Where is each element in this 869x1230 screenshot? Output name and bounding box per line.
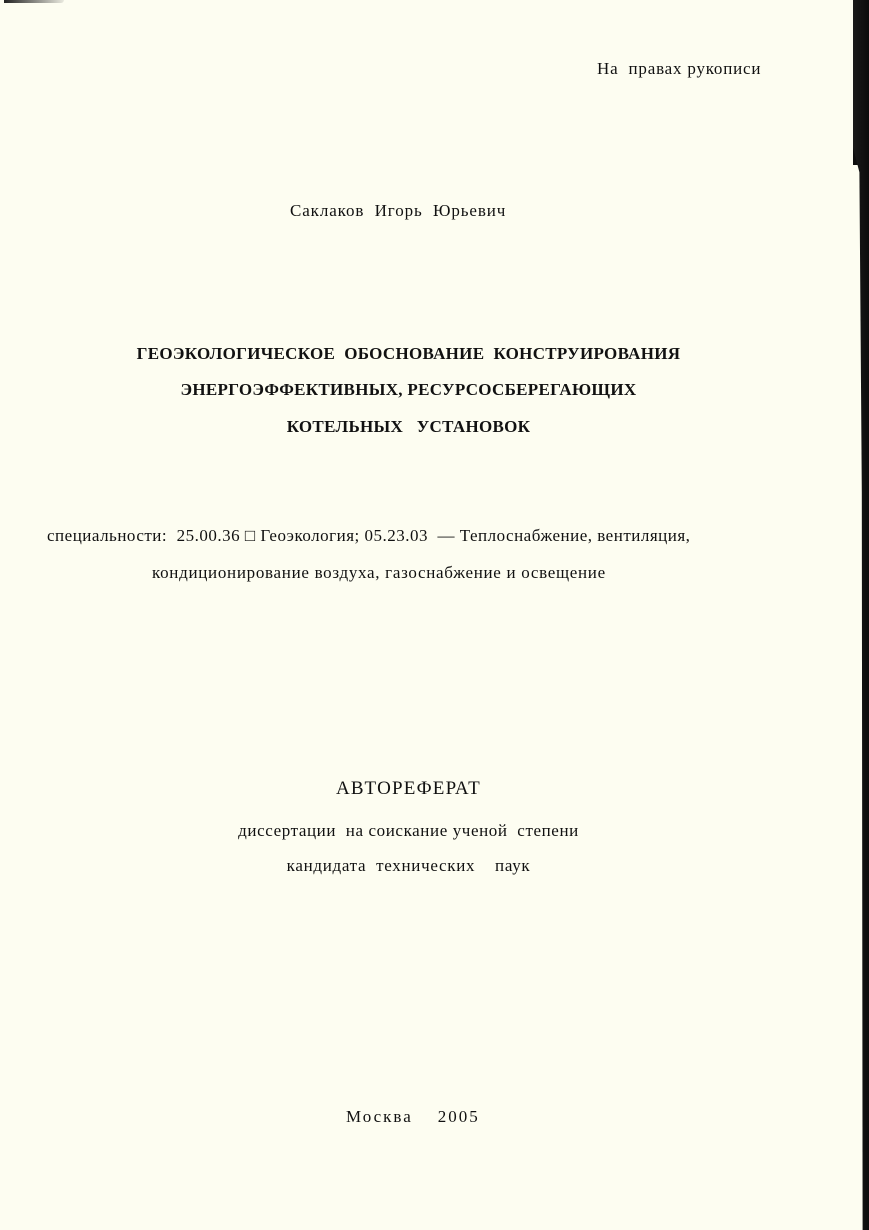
specialties-line-2: кондиционирование воздуха, газоснабжение и освещение: [152, 563, 606, 582]
rights-note: На правах рукописи: [597, 59, 762, 78]
title-line-1: ГЕОЭКОЛОГИЧЕСКОЕ ОБОСНОВАНИЕ КОНСТРУИРОВАНИЯ: [136, 344, 681, 363]
degree-line-2: кандидата технических паук: [286, 856, 531, 875]
degree-line-1: диссертации на соискание ученой степени: [238, 821, 579, 840]
abstract-label: АВТОРЕФЕРАТ: [335, 778, 481, 799]
title-line-2: ЭНЕРГОЭФФЕКТИВНЫХ, РЕСУРСОСБЕРЕГАЮЩИХ: [180, 380, 637, 399]
title-line-3: КОТЕЛЬНЫХ УСТАНОВОК: [286, 417, 531, 436]
scan-edge-shadow-top-left: [4, 0, 64, 3]
author-name: Саклаков Игорь Юрьевич: [290, 201, 507, 220]
scan-edge-shadow-right: [853, 0, 869, 1230]
specialties-line-1: специальности: 25.00.36 □ Геоэкология; 05.23.03 — Теплоснабжение, вентиляция,: [47, 526, 691, 545]
city-year: Москва 2005: [346, 1107, 480, 1126]
